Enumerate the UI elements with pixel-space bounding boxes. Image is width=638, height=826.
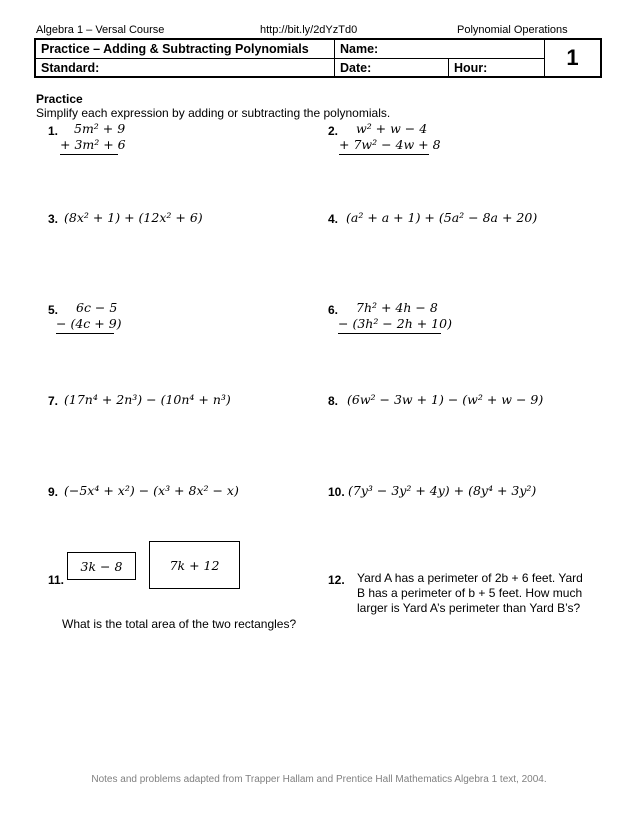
worksheet-title: Practice – Adding & Subtracting Polynomials bbox=[41, 42, 309, 56]
problem-11-question: What is the total area of the two rectangles? bbox=[62, 617, 297, 631]
date-label: Date: bbox=[340, 61, 372, 75]
problem-1-line1: 5m² + 9 bbox=[74, 121, 126, 136]
problem-5-diff-line bbox=[56, 333, 114, 334]
problem-8-expression: (6w² − 3w + 1) − (w² + w − 9) bbox=[347, 392, 544, 407]
problem-1-sum-line bbox=[60, 154, 118, 155]
problem-2-number: 2. bbox=[328, 124, 339, 138]
problem-4-expression: (a² + a + 1) + (5a² − 8a + 20) bbox=[346, 210, 538, 225]
title-box bbox=[34, 38, 602, 78]
problem-6-line1: 7h² + 4h − 8 bbox=[356, 300, 438, 315]
problem-7-number: 7. bbox=[48, 394, 59, 408]
rectangle-2 bbox=[149, 541, 240, 589]
problem-1-number: 1. bbox=[48, 124, 59, 138]
problem-12-number: 12. bbox=[328, 573, 345, 587]
problem-12-text: Yard A has a perimeter of 2b + 6 feet. Yard B has a perimeter of b + 5 feet. How much larger is Yard A’s perimeter than Yard B’s? bbox=[357, 571, 583, 615]
problem-5-number: 5. bbox=[48, 303, 59, 317]
name-label: Name: bbox=[340, 42, 379, 56]
course-name: Algebra 1 – Versal Course bbox=[36, 24, 165, 36]
section-heading: Practice bbox=[36, 92, 83, 106]
problem-10-expression: (7y³ − 3y² + 4y) + (8y⁴ + 3y²) bbox=[348, 483, 537, 498]
problem-6-number: 6. bbox=[328, 303, 339, 317]
instructions: Simplify each expression by adding or subtracting the polynomials. bbox=[36, 106, 391, 120]
problem-5-line1: 6c − 5 bbox=[76, 300, 118, 315]
problem-7-expression: (17n⁴ + 2n³) − (10n⁴ + n³) bbox=[64, 392, 231, 407]
problem-2-line2: + 7w² − 4w + 8 bbox=[339, 137, 441, 152]
problem-9-expression: (−5x⁴ + x²) − (x³ + 8x² − x) bbox=[64, 483, 239, 498]
problem-9-number: 9. bbox=[48, 485, 59, 499]
problem-4-number: 4. bbox=[328, 212, 339, 226]
worksheet-number: 1 bbox=[566, 45, 579, 70]
problem-3-expression: (8x² + 1) + (12x² + 6) bbox=[64, 210, 203, 225]
problem-11-number: 11. bbox=[48, 573, 65, 587]
standard-label: Standard: bbox=[41, 61, 100, 75]
footer-credit: Notes and problems adapted from Trapper Hallam and Prentice Hall Mathematics Algebra 1 text, 2004. bbox=[91, 774, 547, 785]
problem-1-line2: + 3m² + 6 bbox=[60, 137, 126, 152]
course-url[interactable]: http://bit.ly/2dYzTd0 bbox=[260, 24, 358, 36]
problem-8-number: 8. bbox=[328, 394, 339, 408]
rectangle-1-dimension: 3k − 8 bbox=[80, 558, 123, 574]
problem-5-line2: − (4c + 9) bbox=[56, 316, 122, 331]
problem-2-sum-line bbox=[339, 154, 429, 155]
problem-6-line2: − (3h² − 2h + 10) bbox=[338, 316, 452, 331]
problem-2-line1: w² + w − 4 bbox=[356, 121, 428, 136]
topic-name: Polynomial Operations bbox=[457, 24, 568, 36]
problem-10-number: 10. bbox=[328, 485, 345, 499]
problem-6-diff-line bbox=[338, 333, 441, 334]
hour-label: Hour: bbox=[454, 61, 488, 75]
rectangle-1 bbox=[67, 552, 136, 580]
problem-3-number: 3. bbox=[48, 212, 59, 226]
rectangle-2-dimension: 7k + 12 bbox=[169, 557, 220, 573]
